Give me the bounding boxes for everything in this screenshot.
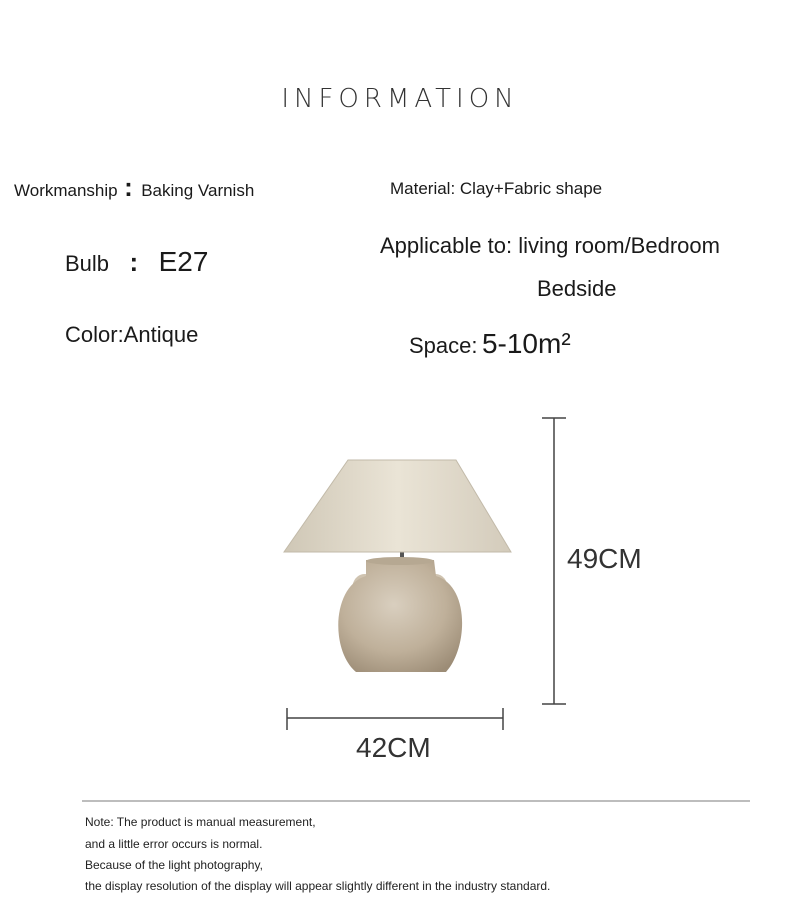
bulb-label: Bulb [65,251,110,276]
height-label: 49CM [567,543,642,574]
divider [82,800,750,802]
note-line-3: Because of the light photography, [85,858,263,872]
color-text: Color:Antique [65,322,199,347]
workmanship-label: Workmanship [14,181,118,200]
lamp-shade [284,460,511,552]
bulb-row [65,246,208,278]
lamp-pot-rim [366,557,434,565]
applicable-line2: Bedside [537,276,617,301]
workmanship-value: Baking Varnish [141,181,255,200]
note-line-4: the display resolution of the display will appear slightly different in the industry standard. [85,879,551,893]
width-label: 42CM [356,732,431,763]
note-line-1: Note: The product is manual measurement, [85,815,316,829]
workmanship-row [14,172,254,203]
space-label: Space: [409,333,478,358]
note-line-2: and a little error occurs is normal. [85,837,263,851]
bulb-value: E27 [158,246,209,277]
lamp-base-pot [338,560,462,672]
bulb-colon: : [129,247,139,277]
applicable-line1: Applicable to: living room/Bedroom [380,233,720,258]
material-text: Material: Clay+Fabric shape [390,179,603,198]
page-title: INFORMATION [281,84,519,114]
height-dimension-line [540,410,570,710]
workmanship-colon: : [124,172,133,202]
space-row [409,328,571,360]
space-value: 5-10m² [481,328,571,359]
